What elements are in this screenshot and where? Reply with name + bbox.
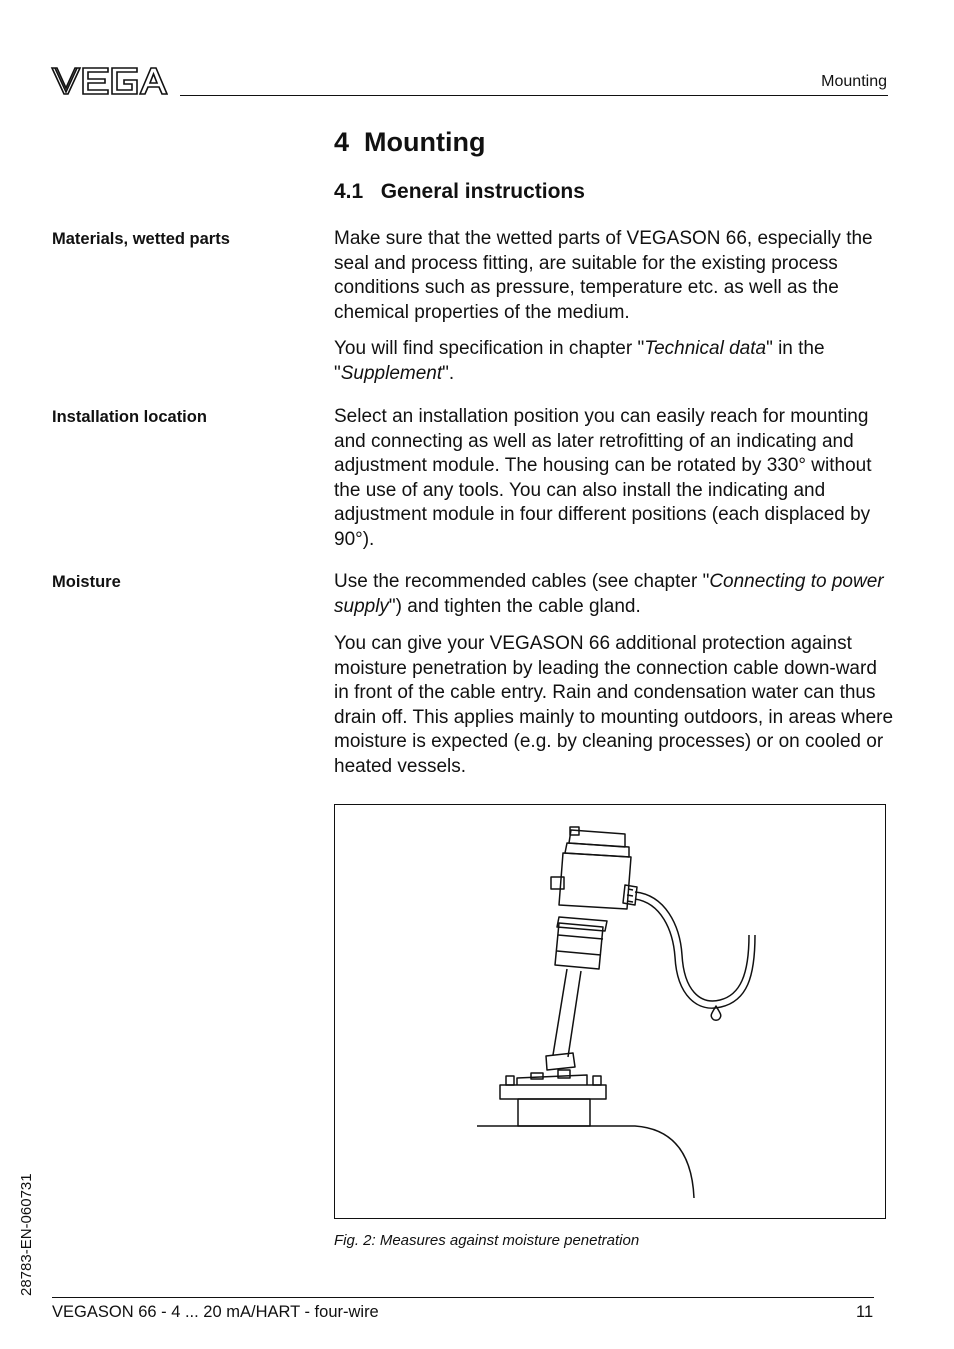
technical-data-reference: You will find specification in chapter "Technical data" in the "Supplement". [334, 338, 825, 384]
materials-paragraph: Make sure that the wetted parts of VEGASON 66, especially the seal and process fitting, are suitable for the existing process conditions such as pressure, temperature etc. as well as the chemical properties of the medium. [334, 228, 873, 323]
flange [500, 1085, 606, 1099]
header-rule [180, 95, 888, 96]
flange-neck [518, 1099, 590, 1126]
moisture-paragraph-1: Use the recommended cables (see chapter "Connecting to power supply") and tighten the cable gland. [334, 571, 884, 617]
moisture-paragraph-2: You can give your VEGASON 66 additional protection against moisture penetration by leading the connection cable down-ward in front of the cable entry. Rain and condensation water can thus drain off. This applies mainly to mounting outdoors, in areas where moisture is expected (e.g. by cleaning processes) or on cooled or heated vessels. [334, 633, 894, 777]
sensor-mounting-illustration [335, 805, 885, 1218]
swivel-joint [546, 1053, 575, 1070]
page-number: 11 [856, 1303, 874, 1321]
footer-document-title: VEGASON 66 - 4 ... 20 mA/HART - four-wire [52, 1303, 379, 1321]
footer-rule [52, 1297, 874, 1298]
header-section-title: Mounting [821, 73, 887, 90]
section-title: 4.1 General instructions [334, 180, 585, 203]
document-id: 28783-EN-060731 [18, 1173, 35, 1296]
side-knob [551, 877, 564, 889]
upper-housing [559, 853, 631, 909]
sensor-tube [553, 969, 581, 1057]
chapter-title: 4 Mounting [334, 127, 486, 157]
figure-caption: Fig. 2: Measures against moisture penetration [334, 1232, 640, 1249]
installation-paragraph: Select an installation position you can easily reach for mounting and connecting as well as later retrofitting of an indicating and adjustment module. The housing can be rotated by 330° without the use of any tools. You can also install the indicating and adjustment module in four different positions (each displaced by 90°). [334, 406, 872, 550]
vega-logo [50, 64, 168, 98]
side-label-moisture: Moisture [52, 573, 121, 591]
side-label-materials: Materials, wetted parts [52, 230, 230, 248]
vessel-outline [477, 1126, 694, 1198]
figure-frame [334, 804, 886, 1219]
side-label-installation: Installation location [52, 408, 207, 426]
cable-drip-loop [635, 892, 755, 1008]
